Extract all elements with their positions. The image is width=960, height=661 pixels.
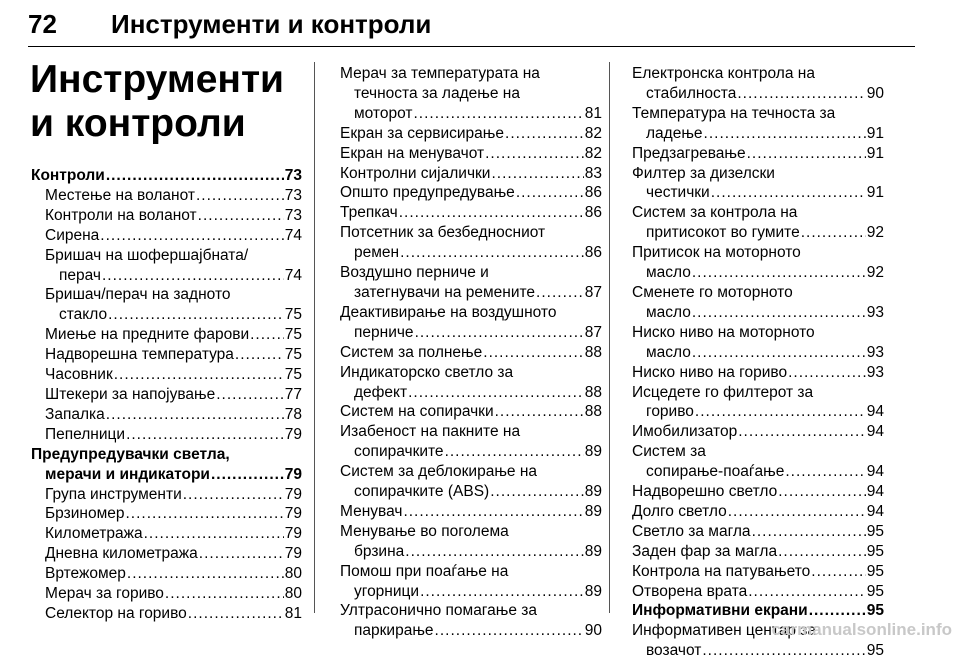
dot-leader [728, 502, 866, 522]
dot-leader [811, 562, 865, 582]
toc-entry[interactable] [632, 283, 884, 323]
toc-entry[interactable] [340, 522, 602, 562]
dot-leader [505, 124, 584, 144]
dot-leader [435, 621, 584, 641]
toc-page-number: 88 [584, 403, 602, 421]
column-divider [609, 62, 610, 613]
toc-page-number: 78 [284, 405, 302, 423]
toc-entry-text: Вртежомер [45, 565, 126, 583]
toc-entry-text: Предупредувачки светла, [31, 445, 230, 463]
toc-entry[interactable] [31, 485, 302, 505]
dot-leader [413, 104, 583, 124]
toc-page-number: 91 [866, 124, 884, 142]
toc-entry-text: Селектор на гориво [45, 604, 187, 622]
column-divider [314, 62, 315, 613]
toc-entry-text: затегнувачи на ремените [354, 283, 536, 301]
toc-entry-text: Бришач/перач на задното [45, 286, 231, 304]
toc-entry-text: Деактивирање на воздушното [340, 303, 557, 321]
toc-entry-text: сопирање-поаѓање [646, 463, 785, 481]
dot-leader [415, 323, 584, 343]
toc-page-number: 93 [866, 343, 884, 361]
toc-entry-text: Менувач [340, 502, 403, 520]
toc-entry-text: угорници [354, 582, 420, 600]
toc-entry[interactable] [31, 226, 302, 246]
dot-leader [144, 524, 284, 544]
dot-leader [102, 266, 284, 286]
toc-page-number: 89 [584, 542, 602, 560]
toc-entry[interactable] [632, 383, 884, 423]
toc-entry-text: масло [646, 303, 691, 321]
dot-leader [495, 402, 584, 422]
toc-entry[interactable] [31, 604, 302, 624]
toc-entry-text: Пепелници [45, 425, 126, 443]
toc-entry-text: Информативни екрани [632, 602, 808, 620]
toc-entry-text: Имобилизатор [632, 423, 738, 441]
toc-entry-text: Предзагревање [632, 144, 746, 162]
toc-entry[interactable] [340, 402, 602, 422]
toc-page-number: 87 [584, 283, 602, 301]
toc-entry[interactable] [31, 425, 302, 445]
dot-leader [199, 544, 284, 564]
section-title: Инструменти и контроли [30, 58, 285, 145]
toc-page-number: 79 [284, 465, 302, 483]
toc-entry[interactable] [632, 482, 884, 502]
toc-entry-text: Систем за [632, 443, 706, 461]
toc-entry-text: Часовник [45, 366, 113, 384]
toc-entry-text: масло [646, 343, 691, 361]
toc-entry[interactable] [31, 325, 302, 345]
toc-entry-text: Притисок на моторното [632, 244, 801, 262]
toc-page-number: 95 [866, 562, 884, 580]
dot-leader [399, 203, 584, 223]
toc-page-number: 86 [584, 184, 602, 202]
toc-entry[interactable] [340, 263, 602, 303]
toc-entry-text: масло [646, 264, 691, 282]
toc-page-number: 90 [866, 84, 884, 102]
toc-entry-text: Група инструменти [45, 485, 182, 503]
toc-entry-text: Контрола на патувањето [632, 562, 811, 580]
toc-entry[interactable] [632, 502, 884, 522]
toc-entry[interactable] [31, 524, 302, 544]
toc-entry[interactable] [632, 243, 884, 283]
toc-entry-text: Бришач на шофершајбната/ [45, 246, 249, 264]
toc-page-number: 88 [584, 343, 602, 361]
toc-page-number: 94 [866, 423, 884, 441]
toc-page-number: 90 [584, 622, 602, 640]
toc-column-3 [632, 64, 884, 661]
dot-leader [491, 164, 583, 184]
dot-leader [483, 343, 583, 363]
toc-page-number: 93 [866, 303, 884, 321]
dot-leader [778, 482, 866, 502]
toc-entry-text: Температура на течноста за [632, 104, 836, 122]
toc-page-number: 77 [284, 385, 302, 403]
toc-entry-text: Електронска контрола на [632, 65, 815, 82]
toc-page-number: 95 [866, 642, 884, 660]
toc-entry-text: Контроли [31, 167, 105, 184]
toc-entry-text: Сирена [45, 226, 100, 244]
toc-entry[interactable] [340, 343, 602, 363]
toc-entry-text: Систем на сопирачки [340, 403, 494, 421]
dot-leader [400, 243, 584, 263]
toc-page-number: 73 [284, 167, 302, 184]
dot-leader [106, 166, 284, 186]
toc-entry[interactable] [31, 246, 302, 286]
toc-entry-text: брзина [354, 542, 405, 560]
toc-entry[interactable] [31, 584, 302, 604]
toc-entry-text: Воздушно перниче и [340, 264, 489, 282]
toc-entry[interactable] [31, 206, 302, 226]
dot-leader [692, 303, 866, 323]
dot-leader [738, 422, 866, 442]
toc-entry[interactable] [340, 164, 602, 184]
dot-leader [211, 465, 284, 485]
toc-entry-text: Општо предупредување [340, 184, 515, 202]
toc-entry[interactable] [31, 385, 302, 405]
toc-entry-text: возачот [646, 642, 702, 660]
dot-leader [403, 502, 583, 522]
dot-leader [108, 305, 284, 325]
toc-page-number: 75 [284, 366, 302, 384]
dot-leader [747, 144, 866, 164]
toc-entry[interactable] [632, 164, 884, 204]
toc-entry-text: Систем за деблокирање на [340, 463, 538, 481]
toc-page-number: 82 [584, 124, 602, 142]
toc-entry-text: Ниско ниво на гориво [632, 363, 788, 381]
dot-leader [809, 601, 866, 621]
toc-entry-text: Запалка [45, 405, 105, 423]
toc-entry[interactable] [632, 582, 884, 602]
toc-entry[interactable] [340, 462, 602, 502]
toc-entry-text: Мерач за гориво [45, 585, 164, 603]
toc-entry[interactable] [31, 445, 302, 485]
toc-entry-text: мерачи и индикатори [45, 465, 210, 483]
toc-page-number: 86 [584, 244, 602, 262]
toc-entry-text: Сменете го моторното [632, 283, 793, 301]
toc-entry-text: ладење [646, 124, 703, 142]
dot-leader [778, 542, 866, 562]
toc-entry-text: дефект [354, 383, 408, 401]
toc-page-number: 94 [866, 483, 884, 501]
toc-entry-text: Местење на воланот [45, 186, 195, 204]
toc-entry[interactable] [340, 64, 602, 124]
toc-column-1 [31, 166, 302, 624]
dot-leader [801, 223, 866, 243]
toc-entry-text: течноста за ладење на [354, 84, 520, 102]
toc-entry-text: Филтер за дизелски [632, 164, 775, 182]
toc-entry-text: Дневна километража [45, 545, 198, 563]
page-number: 72 [28, 9, 57, 39]
toc-entry[interactable] [340, 144, 602, 164]
toc-entry[interactable] [31, 285, 302, 325]
dot-leader [408, 383, 584, 403]
toc-entry-text: паркирање [354, 622, 434, 640]
toc-page-number: 86 [584, 204, 602, 222]
dot-leader [198, 206, 284, 226]
toc-page-number: 95 [866, 582, 884, 600]
toc-page-number: 87 [584, 323, 602, 341]
toc-page-number: 94 [866, 463, 884, 481]
toc-entry-text: Систем за контрола на [632, 204, 798, 222]
toc-entry[interactable] [632, 64, 884, 104]
dot-leader [235, 345, 284, 365]
toc-entry-text: Информативен центар за [632, 622, 817, 640]
dot-leader [692, 263, 866, 283]
page-header [28, 4, 915, 47]
dot-leader [536, 283, 584, 303]
dot-leader [183, 485, 284, 505]
toc-entry[interactable] [632, 104, 884, 144]
dot-leader [485, 144, 584, 164]
toc-entry-text: притисокот во гумите [646, 224, 800, 242]
toc-page-number: 92 [866, 224, 884, 242]
toc-entry[interactable] [31, 166, 302, 186]
toc-entry[interactable] [340, 502, 602, 522]
toc-page-number: 88 [584, 383, 602, 401]
dot-leader [250, 325, 284, 345]
toc-entry[interactable] [340, 124, 602, 144]
toc-entry[interactable] [31, 405, 302, 425]
toc-page-number: 89 [584, 443, 602, 461]
dot-leader [165, 584, 284, 604]
dot-leader [788, 363, 866, 383]
toc-entry-text: Контроли на воланот [45, 206, 197, 224]
toc-page-number: 94 [866, 403, 884, 421]
dot-leader [695, 402, 866, 422]
toc-entry-text: Индикаторско светло за [340, 363, 514, 381]
toc-page-number: 80 [284, 585, 302, 603]
dot-leader [752, 522, 866, 542]
dot-leader [702, 641, 865, 661]
toc-page-number: 92 [866, 264, 884, 282]
toc-page-number: 75 [284, 326, 302, 344]
dot-leader [127, 564, 284, 584]
toc-entry-text: Мерач за температурата на [340, 65, 540, 82]
toc-page-number: 79 [284, 545, 302, 563]
toc-entry[interactable] [31, 504, 302, 524]
toc-page-number: 81 [584, 104, 602, 122]
dot-leader [445, 442, 584, 462]
toc-entry-text: Миење на предните фарови [45, 326, 250, 344]
toc-page-number: 89 [584, 582, 602, 600]
toc-entry-text: Надворешно светло [632, 483, 778, 501]
toc-entry-text: Екран на менувачот [340, 144, 485, 162]
toc-entry-text: Штекери за напојување [45, 385, 216, 403]
toc-page-number: 74 [284, 266, 302, 284]
toc-entry[interactable] [31, 186, 302, 206]
dot-leader [704, 124, 866, 144]
toc-entry[interactable] [632, 363, 884, 383]
dot-leader [711, 183, 866, 203]
dot-leader [125, 504, 283, 524]
toc-entry[interactable] [632, 323, 884, 363]
toc-entry[interactable] [31, 365, 302, 385]
toc-page-number: 79 [284, 425, 302, 443]
toc-entry-text: Трепкач [340, 204, 398, 222]
toc-entry-text: ремен [354, 244, 400, 262]
toc-entry[interactable] [632, 144, 884, 164]
toc-page-number: 83 [584, 164, 602, 182]
toc-entry[interactable] [340, 203, 602, 223]
toc-page-number: 73 [284, 186, 302, 204]
watermark: carmanualsonline.info [771, 620, 952, 639]
dot-leader [490, 482, 584, 502]
toc-entry[interactable] [632, 542, 884, 562]
toc-entry[interactable] [632, 442, 884, 482]
toc-entry[interactable] [632, 422, 884, 442]
toc-page-number: 75 [284, 306, 302, 324]
toc-page-number: 79 [284, 505, 302, 523]
toc-entry-text: Ултрасонично помагање за [340, 602, 537, 620]
toc-entry-text: стакло [59, 306, 108, 324]
toc-entry-text: честички [646, 184, 710, 202]
dot-leader [216, 385, 284, 405]
toc-entry[interactable] [632, 203, 884, 243]
toc-entry-text: Отворена врата [632, 582, 748, 600]
dot-leader [106, 405, 284, 425]
toc-entry-text: Контролни сијалички [340, 164, 491, 182]
toc-entry-text: перниче [354, 323, 414, 341]
dot-leader [692, 343, 866, 363]
toc-entry[interactable] [340, 422, 602, 462]
toc-entry-text: Исцедете го филтерот за [632, 383, 814, 401]
toc-page-number: 80 [284, 565, 302, 583]
dot-leader [188, 604, 284, 624]
toc-page-number: 89 [584, 483, 602, 501]
toc-entry-text: Долго светло [632, 502, 727, 520]
toc-entry-text: Брзиномер [45, 505, 125, 523]
toc-page-number: 94 [866, 502, 884, 520]
toc-entry[interactable] [31, 345, 302, 365]
dot-leader [516, 183, 584, 203]
toc-entry[interactable] [632, 601, 884, 621]
toc-entry-text: Екран за сервисирање [340, 124, 505, 142]
toc-entry[interactable] [31, 564, 302, 584]
toc-entry-text: сопирачките (ABS) [354, 483, 490, 501]
toc-page-number: 73 [284, 206, 302, 224]
toc-entry[interactable] [340, 562, 602, 602]
toc-entry-text: Систем за полнење [340, 343, 483, 361]
toc-page-number: 93 [866, 363, 884, 381]
toc-entry[interactable] [340, 223, 602, 263]
toc-entry[interactable] [340, 303, 602, 343]
toc-page-number: 79 [284, 485, 302, 503]
toc-entry-text: стабилноста [646, 84, 737, 102]
toc-entry-text: сопирачките [354, 443, 444, 461]
toc-entry[interactable] [632, 562, 884, 582]
toc-entry-text: Менување во поголема [340, 522, 509, 540]
toc-entry-text: Заден фар за магла [632, 542, 778, 560]
toc-entry-text: Надворешна температура [45, 346, 234, 364]
dot-leader [114, 365, 284, 385]
dot-leader [785, 462, 865, 482]
toc-page-number: 95 [866, 542, 884, 560]
toc-entry-text: Потсетник за безбедносниот [340, 224, 546, 242]
toc-entry-text: Светло за магла [632, 522, 751, 540]
toc-entry[interactable] [632, 522, 884, 542]
toc-page-number: 75 [284, 346, 302, 364]
toc-page-number: 95 [866, 522, 884, 540]
toc-entry-text: Ниско ниво на моторното [632, 323, 815, 341]
toc-entry-text: Помош при поаѓање на [340, 562, 509, 580]
toc-column-2 [340, 64, 602, 641]
toc-entry[interactable] [340, 601, 602, 641]
dot-leader [737, 84, 865, 104]
toc-page-number: 82 [584, 144, 602, 162]
toc-entry-text: моторот [354, 104, 413, 122]
dot-leader [420, 582, 584, 602]
toc-page-number: 89 [584, 502, 602, 520]
dot-leader [196, 186, 284, 206]
toc-page-number: 91 [866, 144, 884, 162]
toc-page-number: 95 [866, 602, 884, 620]
toc-page-number: 81 [284, 604, 302, 622]
toc-page-number: 79 [284, 525, 302, 543]
toc-entry[interactable] [31, 544, 302, 564]
toc-page-number: 91 [866, 184, 884, 202]
dot-leader [100, 226, 283, 246]
dot-leader [748, 582, 866, 602]
toc-entry[interactable] [340, 183, 602, 203]
running-title: Инструменти и контроли [111, 9, 432, 39]
toc-entry-text: гориво [646, 403, 694, 421]
toc-entry-text: Изабеност на пакните на [340, 423, 521, 441]
toc-entry[interactable] [340, 363, 602, 403]
toc-entry-text: Километража [45, 525, 143, 543]
toc-entry-text: перач [59, 266, 101, 284]
dot-leader [126, 425, 284, 445]
dot-leader [405, 542, 583, 562]
toc-page-number: 74 [284, 226, 302, 244]
